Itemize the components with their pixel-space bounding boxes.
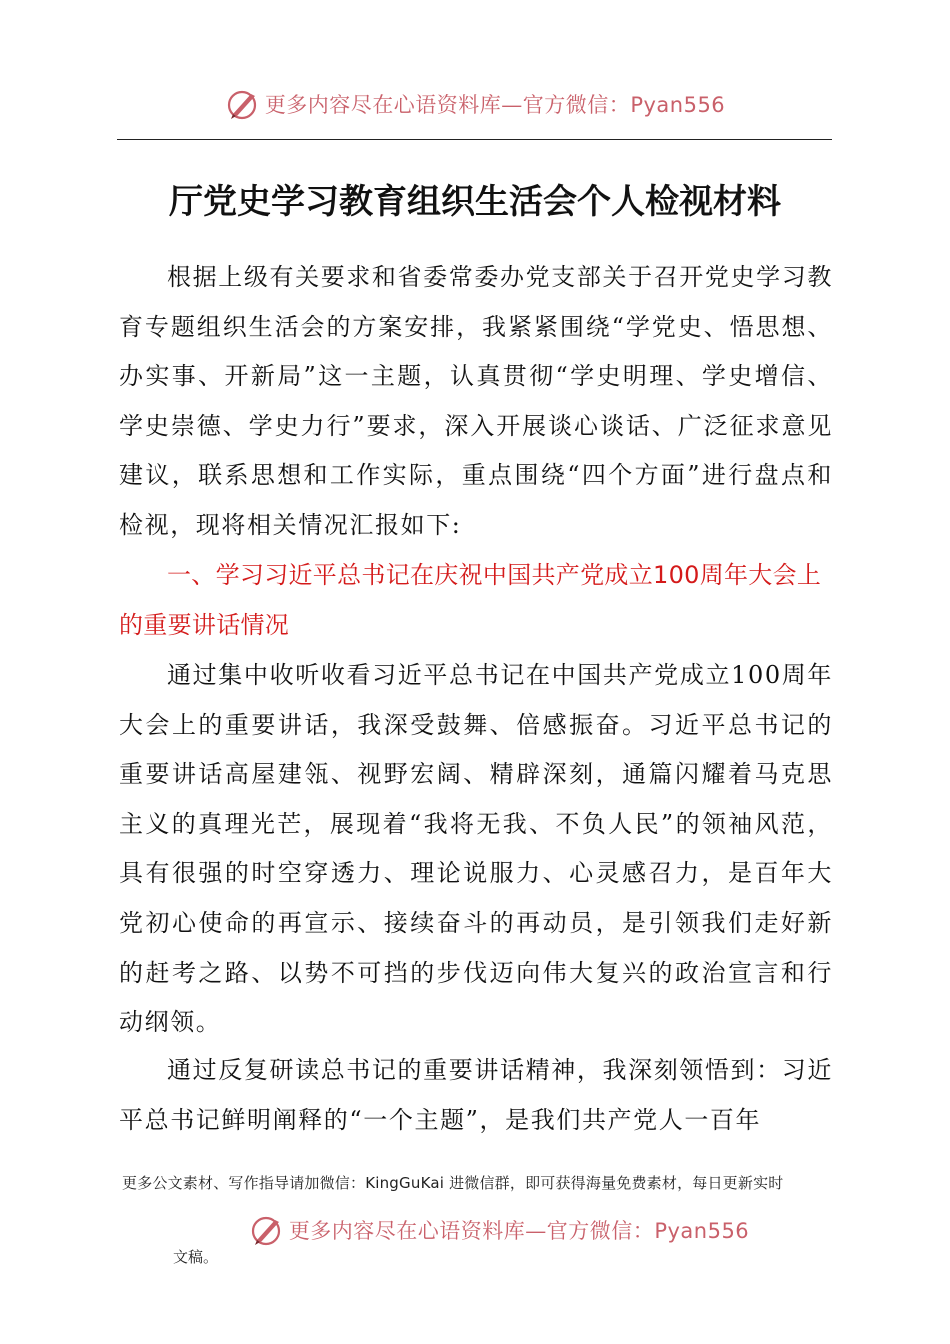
footer-note: 更多公文素材、写作指导请加微信：KingGuKai 进微信群，即可获得海量免费素材，每日更新实时 <box>122 1174 784 1192</box>
pen-logo-icon <box>249 1212 285 1248</box>
section-heading-block <box>119 551 833 650</box>
paragraph-1-block <box>119 253 833 551</box>
footer-note-tail: 文稿。 <box>173 1248 219 1266</box>
pen-logo-icon <box>225 86 261 122</box>
paragraph-3-block <box>119 1046 833 1145</box>
document-title: 厅党史学习教育组织生活会个人检视材料 <box>169 182 781 222</box>
header-divider <box>117 139 832 140</box>
watermark-id: Pyan556 <box>654 1219 750 1243</box>
paragraph-2: 通过集中收听收看习近平总书记在中国共产党成立100周年大会上的重要讲话，我深受鼓舞、倍感振奋。习近平总书记的重要讲话高屋建瓴、视野宏阔、精辟深刻，通篇闪耀着马克思主义的真理光芒，展现着“我将无我、不负人民”的领袖风范，具有很强的时空穿透力、理论说服力、心灵感召力，是百年大党初心使命的再宣示、接续奋斗的再动员，是引领我们走好新的赶考之路、以势不可挡的步伐迈向伟大复兴的政治宣言和行动纲领。 <box>119 661 833 1037</box>
watermark-text: 更多内容尽在心语资料库—官方微信：Pyan556 <box>264 93 726 117</box>
paragraph-2-block <box>119 651 833 1048</box>
footer-watermark <box>0 1208 950 1252</box>
paragraph-3: 通过反复研读总书记的重要讲话精神，我深刻领悟到：习近平总书记鲜明阐释的“一个主题”，是我们共产党人一百年 <box>119 1056 833 1134</box>
section-heading-1: 一、学习习近平总书记在庆祝中国共产党成立100周年大会上的重要讲话情况 <box>119 561 822 639</box>
paragraph-1: 根据上级有关要求和省委常委办党支部关于召开党史学习教育专题组织生活会的方案安排，我紧紧围绕“学党史、悟思想、办实事、开新局”这一主题，认真贯彻“学史明理、学史增信、学史崇德、学史力行”要求，深入开展谈心谈话、广泛征求意见建议，联系思想和工作实际，重点围绕“四个方面”进行盘点和检视，现将相关情况汇报如下: <box>119 263 833 539</box>
watermark-id: Pyan556 <box>630 93 726 117</box>
header-watermark <box>0 82 950 126</box>
watermark-text: 更多内容尽在心语资料库—官方微信：Pyan556 <box>288 1219 750 1243</box>
